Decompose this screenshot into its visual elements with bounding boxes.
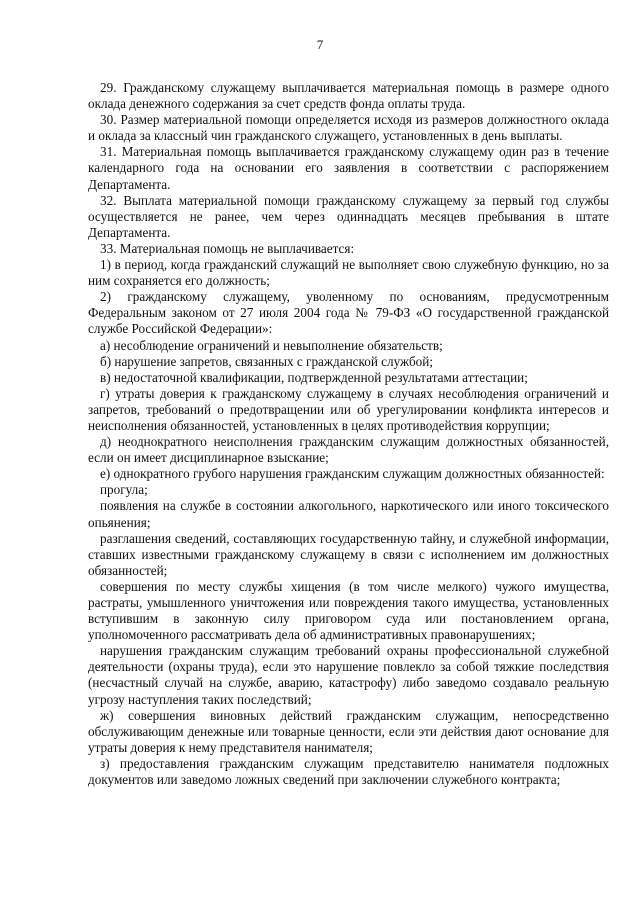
violation-labor-safety: нарушения гражданским служащим требований охраны профессиональной служебной деятельности (охраны труда), если это нарушение повлекло за собой тяжкие последствия (несчастный случай на службе, аварию, катастрофу) либо заведомо создавало реальную угрозу наступления таких последствий; [88, 643, 609, 707]
paragraph-29: 29. Гражданскому служащему выплачивается материальная помощь в размере одного оклада денежного содержания за счет средств фонда оплаты труда. [88, 80, 609, 112]
sub-item-g: г) утраты доверия к гражданскому служащему в случаях несоблюдения ограничений и запретов, требований о предотвращении или об урегулировании конфликта интересов и неисполнения обязанностей, установленных в целях противодействия коррупции; [88, 385, 609, 433]
paragraph-31: 31. Материальная помощь выплачивается гражданскому служащему один раз в течение календарного года на основании его заявления в соответствии с распоряжением Департамента. [88, 144, 609, 192]
page-number: 7 [316, 37, 324, 52]
paragraph-30: 30. Размер материальной помощи определяется исходя из размеров должностного оклада и оклада за классный чин гражданского служащего, установленных в день выплаты. [88, 112, 609, 144]
sub-item-e: е) однократного грубого нарушения гражданским служащим должностных обязанностей: [100, 466, 605, 482]
sub-item-a: а) несоблюдение ограничений и невыполнение обязательств; [100, 337, 443, 353]
list-item-1: 1) в период, когда гражданский служащий не выполняет свою служебную функцию, но за ним сохраняется его должность; [88, 257, 609, 289]
paragraph-32: 32. Выплата материальной помощи гражданскому служащему за первый год службы осуществляется не ранее, чем через одиннадцать месяцев пребывания в штате Департамента. [88, 192, 609, 240]
violation-theft: совершения по месту службы хищения (в том числе мелкого) чужого имущества, растраты, умышленного уничтожения или повреждения такого имущества, установленных вступившим в законную силу приговором суда или постановлением органа, уполномоченного рассматривать дела об административных правонарушениях; [88, 578, 609, 643]
sub-item-b: б) нарушение запретов, связанных с гражданской службой; [100, 353, 433, 369]
sub-item-zh: ж) совершения виновных действий гражданским служащим, непосредственно обслуживающим денежные или товарные ценности, если эти действия дают основание для утраты доверия к нему представителя нанимателя; [88, 707, 609, 755]
sub-item-d: д) неоднократного неисполнения гражданским служащим должностных обязанностей, если он имеет дисциплинарное взыскание; [88, 434, 609, 466]
violation-intoxication: появления на службе в состоянии алкогольного, наркотического или иного токсического опьянения; [88, 498, 609, 530]
paragraph-33: 33. Материальная помощь не выплачивается: [100, 240, 355, 256]
violation-absence: прогула; [100, 482, 148, 498]
violation-disclosure: разглашения сведений, составляющих государственную тайну, и служебной информации, ставших известными гражданскому служащему в связи с исполнением им должностных обязанностей; [88, 530, 609, 578]
list-item-2: 2) гражданскому служащему, уволенному по основаниям, предусмотренным Федеральным законом от 27 июля 2004 года № 79-ФЗ «О государственной гражданской службе Российской Федерации»: [88, 289, 609, 337]
document-body [88, 80, 609, 788]
sub-item-z: з) предоставления гражданским служащим представителю нанимателя подложных документов или заведомо ложных сведений при заключении служебного контракта; [88, 755, 609, 788]
sub-item-v: в) недостаточной квалификации, подтвержденной результатами аттестации; [100, 369, 528, 385]
